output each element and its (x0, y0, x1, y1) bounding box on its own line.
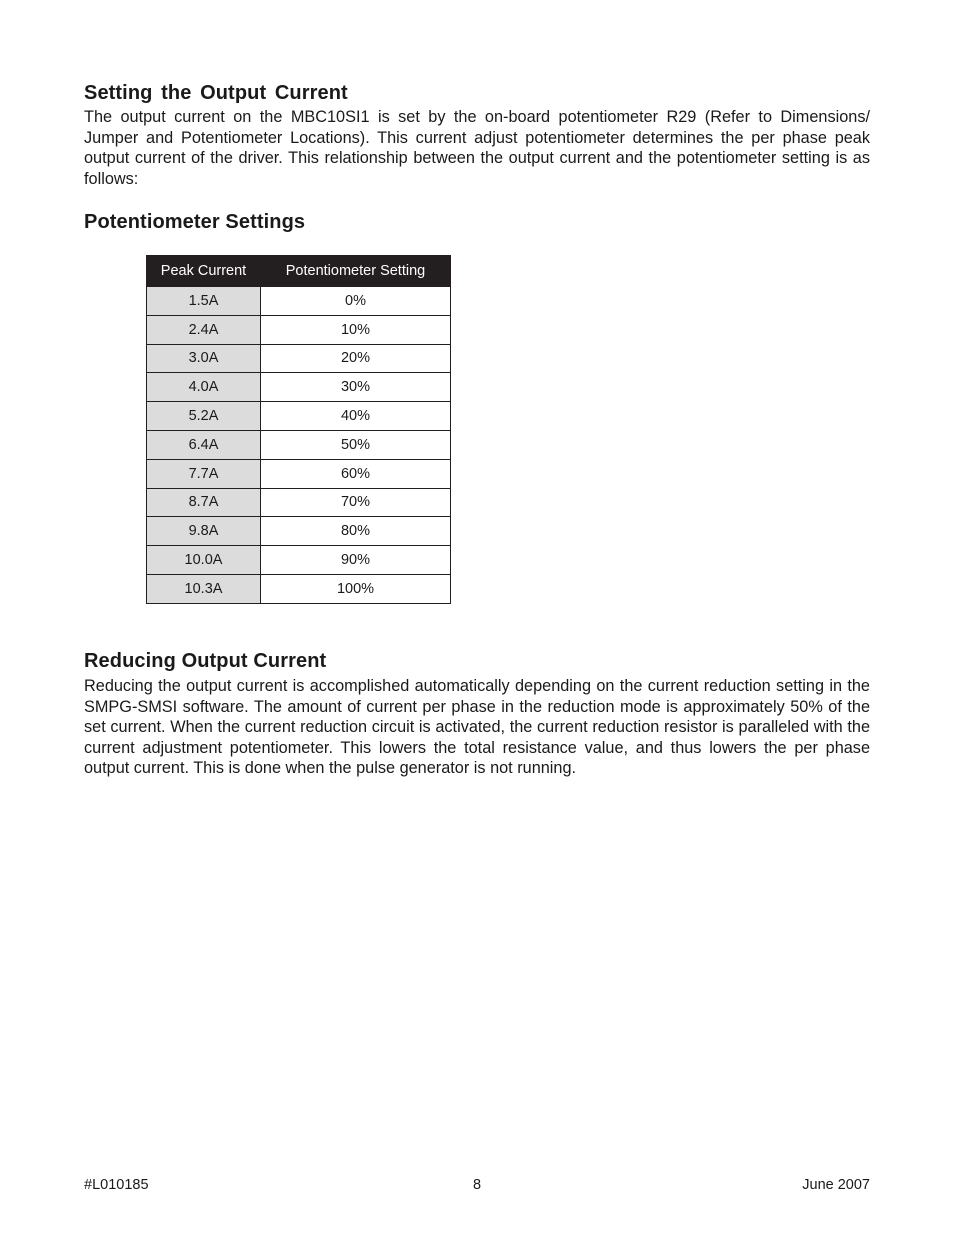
peak-current-cell: 9.8A (147, 517, 261, 546)
table-body (147, 287, 451, 604)
footer-date: June 2007 (802, 1177, 870, 1193)
peak-current-cell: 5.2A (147, 402, 261, 431)
column-header-potentiometer-setting: Potentiometer Setting (261, 256, 451, 287)
potentiometer-setting-cell: 0% (261, 287, 451, 316)
section-heading-reducing-output-current: Reducing Output Current (84, 650, 327, 672)
peak-current-cell: 7.7A (147, 459, 261, 488)
table-row (147, 344, 451, 373)
table-row (147, 574, 451, 603)
section-body-setting-output-current: The output current on the MBC10SI1 is set by the on-board potentiometer R29 (Refer to Dimensions/ Jumper and Potentiometer Locations). This current adjust potentiometer determines the per phase peak output current of the driver. This relationship between the output current and the potentiometer setting is as follows: (84, 108, 870, 188)
potentiometer-setting-cell: 10% (261, 315, 451, 344)
peak-current-cell: 10.3A (147, 574, 261, 603)
table-row (147, 402, 451, 431)
footer-page-number: 8 (472, 1177, 482, 1193)
peak-current-cell: 6.4A (147, 430, 261, 459)
table-row (147, 315, 451, 344)
peak-current-cell: 3.0A (147, 344, 261, 373)
section-heading-setting-output-current: Setting the Output Current (84, 82, 348, 104)
table-row (147, 517, 451, 546)
table-row (147, 287, 451, 316)
peak-current-cell: 1.5A (147, 287, 261, 316)
potentiometer-setting-cell: 50% (261, 430, 451, 459)
potentiometer-setting-cell: 80% (261, 517, 451, 546)
potentiometer-setting-cell: 20% (261, 344, 451, 373)
peak-current-cell: 10.0A (147, 546, 261, 575)
footer-doc-number: #L010185 (84, 1177, 149, 1193)
potentiometer-settings-table (146, 255, 451, 604)
table-row (147, 488, 451, 517)
peak-current-cell: 2.4A (147, 315, 261, 344)
potentiometer-setting-cell: 30% (261, 373, 451, 402)
column-header-peak-current: Peak Current (147, 256, 261, 287)
potentiometer-setting-cell: 60% (261, 459, 451, 488)
potentiometer-setting-cell: 90% (261, 546, 451, 575)
table-header-row (147, 256, 451, 287)
peak-current-cell: 4.0A (147, 373, 261, 402)
table-row (147, 459, 451, 488)
potentiometer-setting-cell: 40% (261, 402, 451, 431)
section-body-reducing-output-current: Reducing the output current is accomplished automatically depending on the current reduction setting in the SMPG-SMSI software. The amount of current per phase in the reduction mode is approximately 50% of the set current. When the current reduction circuit is activated, the current reduction resistor is paralleled with the current adjustment potentiometer. This lowers the total resistance value, and thus lowers the per phase output current. This is done when the pulse generator is not running. (84, 677, 870, 777)
section-heading-potentiometer-settings: Potentiometer Settings (84, 211, 306, 233)
potentiometer-setting-cell: 100% (261, 574, 451, 603)
potentiometer-setting-cell: 70% (261, 488, 451, 517)
table-row (147, 373, 451, 402)
peak-current-cell: 8.7A (147, 488, 261, 517)
table-row (147, 430, 451, 459)
table-row (147, 546, 451, 575)
